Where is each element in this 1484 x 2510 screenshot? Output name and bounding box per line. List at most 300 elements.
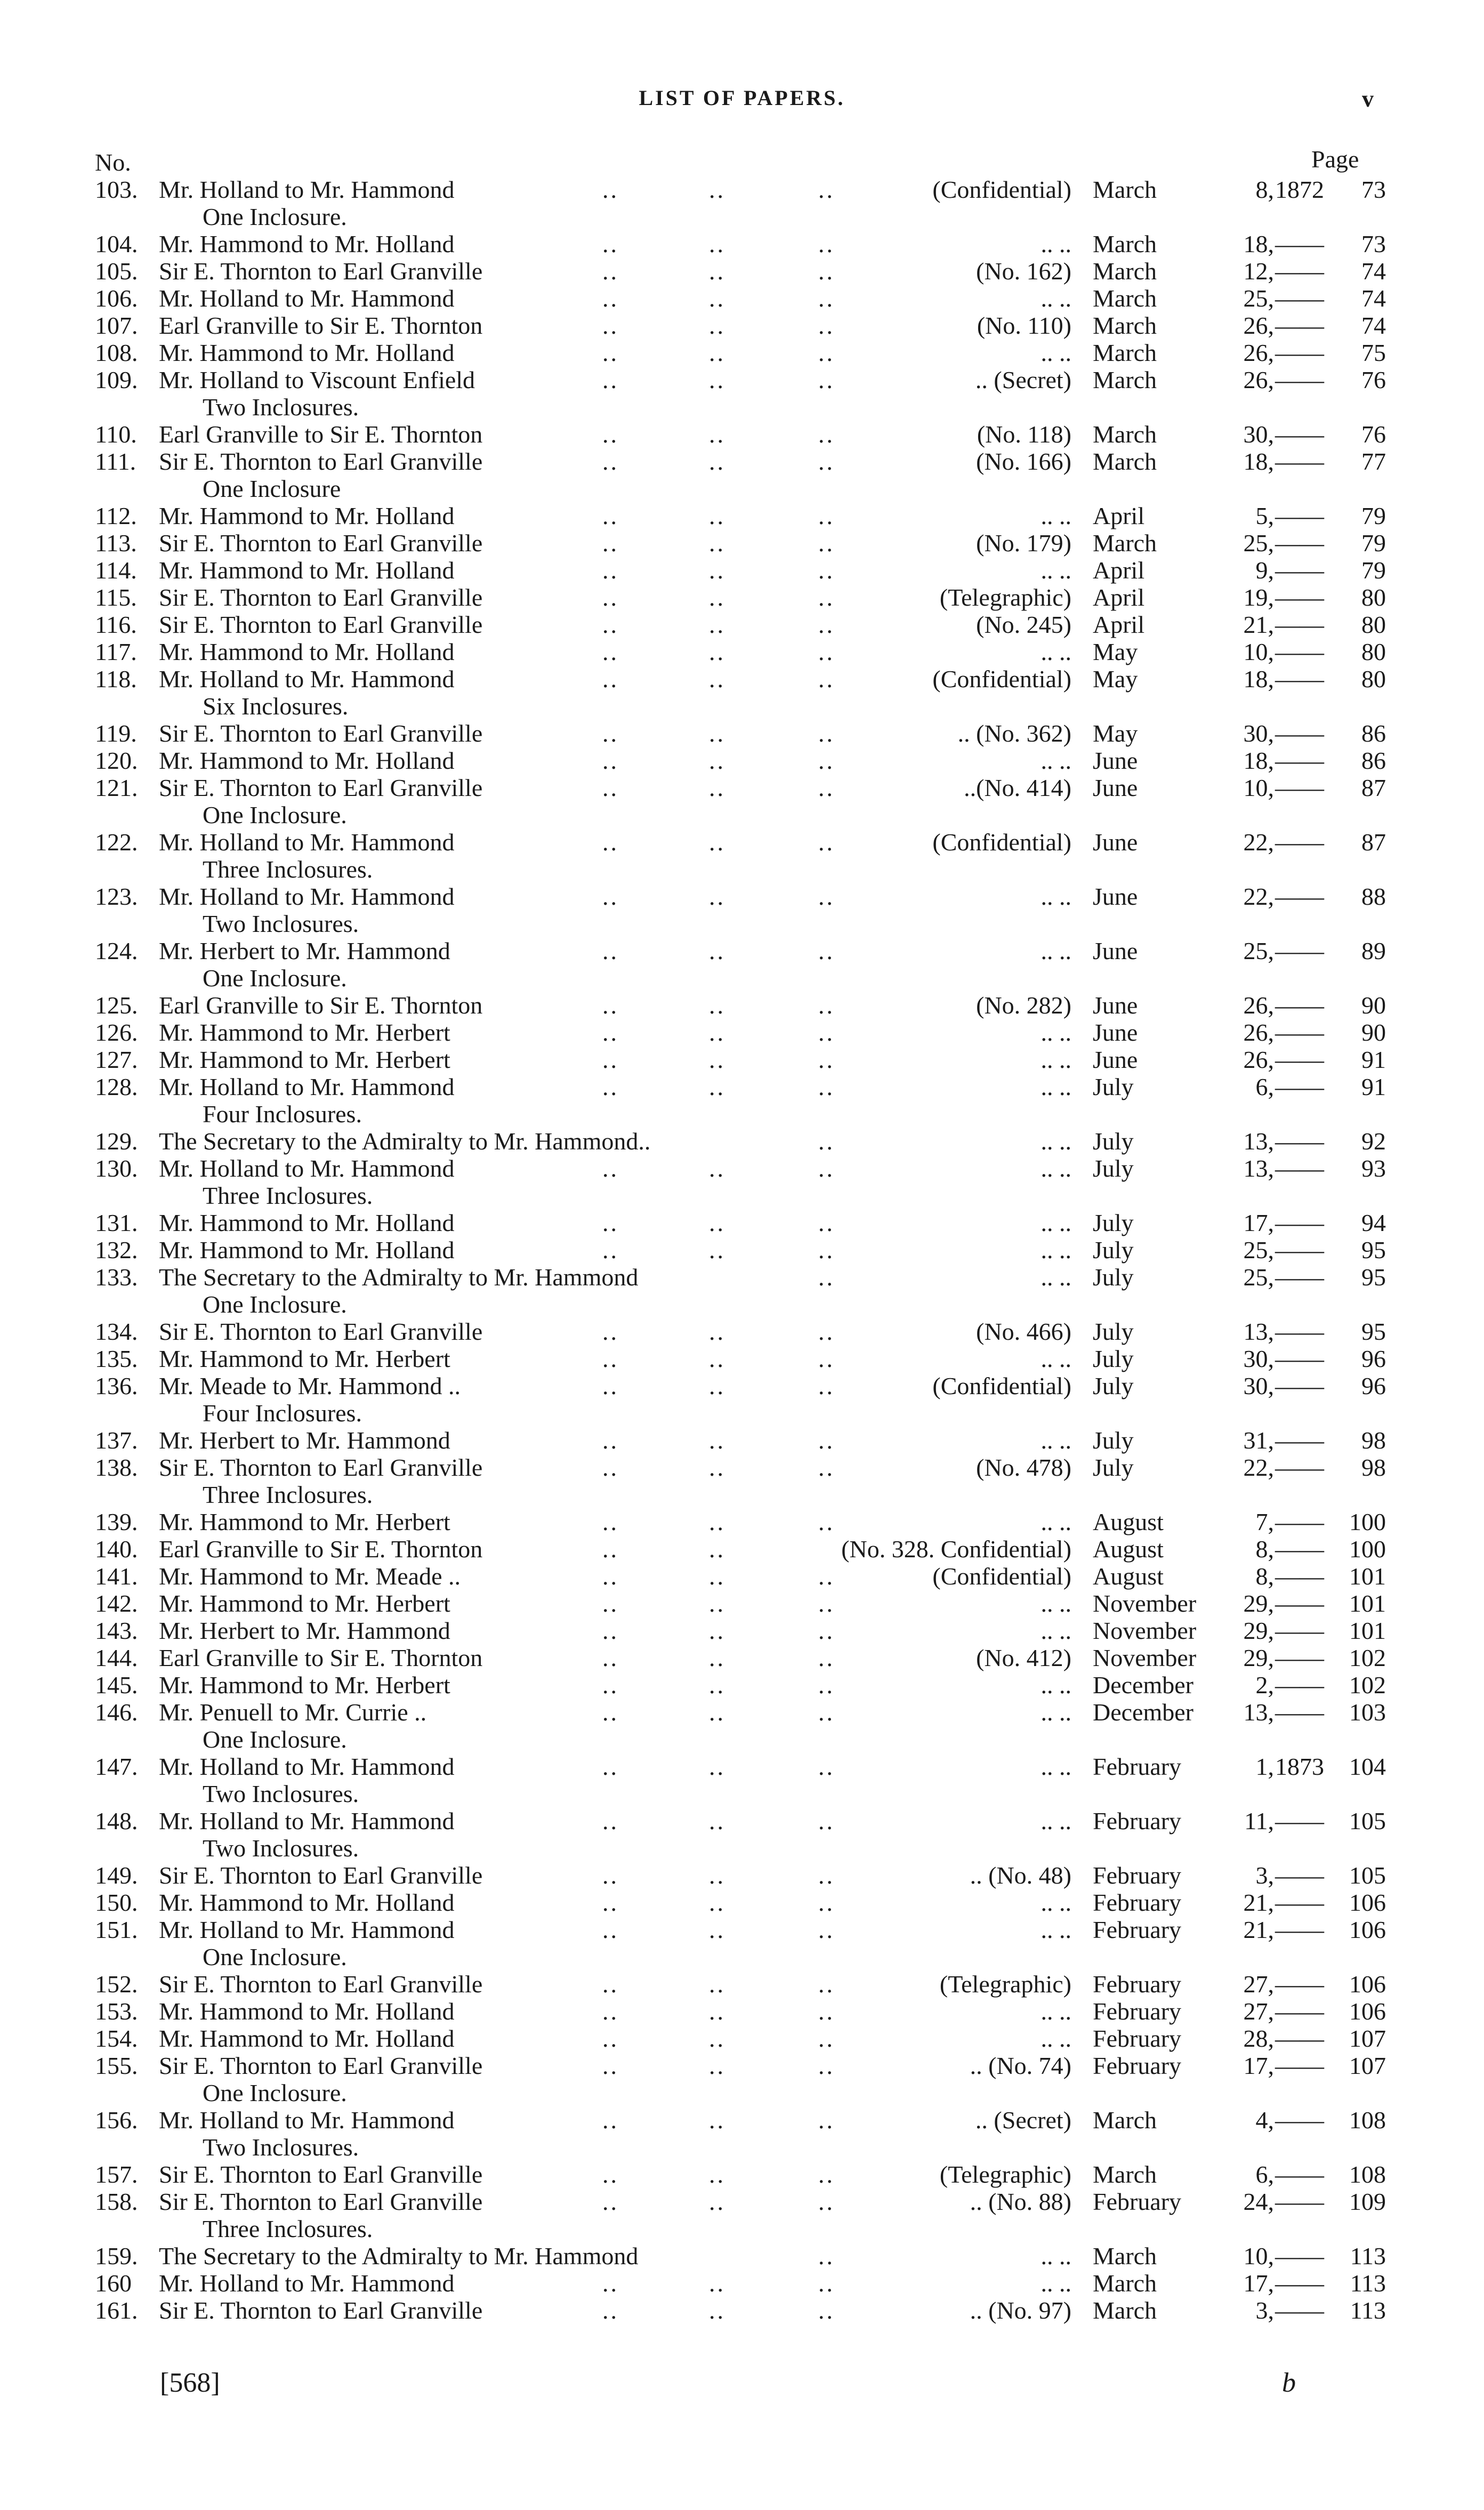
list-item [0, 883, 1484, 910]
leader-dots: .. [818, 258, 835, 285]
entry-number: 108. [95, 339, 138, 366]
entry-year: —— [1275, 1264, 1324, 1291]
leader-dots: .. [602, 1318, 619, 1345]
entry-number: 142. [95, 1590, 138, 1617]
inclosure-note: Two Inclosures. [203, 2134, 359, 2161]
entry-number: 128. [95, 1073, 138, 1100]
entry-description: The Secretary to the Admiralty to Mr. Hammond [159, 1264, 639, 1291]
leader-dots: .. [709, 1617, 725, 1644]
entry-month: November [1093, 1590, 1197, 1617]
leader-dots: .. [818, 1916, 835, 1943]
entry-year: —— [1275, 1807, 1324, 1835]
entry-number: 148. [95, 1807, 138, 1835]
leader-dots: .. [602, 1699, 619, 1726]
inclosure-note: Three Inclosures. [203, 1182, 373, 1209]
entry-year: —— [1275, 285, 1324, 312]
inclosure-note: Three Inclosures. [203, 856, 373, 883]
entry-number: 151. [95, 1916, 138, 1943]
leader-dots: .. [602, 1372, 619, 1399]
entry-year: —— [1275, 1970, 1324, 1998]
entry-note: (No. 110) [977, 312, 1071, 339]
leader-dots: .. [818, 2188, 835, 2215]
entry-year: —— [1275, 747, 1324, 774]
leader-dots: .. [818, 2106, 835, 2134]
leader-dots: .. [818, 611, 835, 638]
leader-dots: .. [709, 1671, 725, 1699]
list-item [0, 2052, 1484, 2079]
entry-page: 73 [1361, 230, 1386, 258]
list-item [0, 2297, 1484, 2324]
entry-day: 18, [1243, 665, 1274, 693]
leader-dots: .. [818, 1508, 835, 1535]
entry-year: —— [1275, 230, 1324, 258]
entry-year: —— [1275, 774, 1324, 801]
entry-description: Sir E. Thornton to Earl Granville [159, 584, 483, 611]
entry-month: February [1093, 1862, 1182, 1889]
leader-dots: .. [602, 774, 619, 801]
entry-page: 106 [1349, 1916, 1386, 1943]
leader-dots: .. [602, 312, 619, 339]
entry-note: (No. 179) [976, 529, 1071, 557]
entry-description: Mr. Penuell to Mr. Currie .. [159, 1699, 427, 1726]
entry-year: —— [1275, 1508, 1324, 1535]
entry-description: Mr. Hammond to Mr. Herbert [159, 1590, 450, 1617]
entry-description: Mr. Hammond to Mr. Holland [159, 1236, 455, 1264]
entry-page: 87 [1361, 774, 1386, 801]
list-item [0, 1155, 1484, 1182]
list-item [0, 258, 1484, 285]
entry-month: June [1093, 774, 1138, 801]
entry-day: 25, [1243, 529, 1274, 557]
leader-dots: .. [818, 230, 835, 258]
entry-note: .. .. [1041, 1590, 1071, 1617]
entry-note: .. .. [1041, 1998, 1071, 2025]
entry-page: 106 [1349, 1970, 1386, 1998]
entry-number: 150. [95, 1889, 138, 1916]
leader-dots: .. [709, 1046, 725, 1073]
entry-month: March [1093, 448, 1157, 475]
entry-year: —— [1275, 1889, 1324, 1916]
entry-year: —— [1275, 448, 1324, 475]
leader-dots: .. [709, 828, 725, 856]
entry-day: 13, [1243, 1155, 1274, 1182]
leader-dots: .. [818, 883, 835, 910]
entry-description: Mr. Holland to Mr. Hammond [159, 1807, 455, 1835]
list-item [0, 557, 1484, 584]
entry-description: Mr. Hammond to Mr. Holland [159, 557, 455, 584]
leader-dots: .. [709, 2025, 725, 2052]
entry-note: (No. 478) [976, 1454, 1071, 1481]
leader-dots: .. [818, 1236, 835, 1264]
entry-number: 153. [95, 1998, 138, 2025]
entry-note: .. (Secret) [975, 2106, 1071, 2134]
entry-note: .. .. [1041, 230, 1071, 258]
entry-year: —— [1275, 1563, 1324, 1590]
entry-month: March [1093, 2161, 1157, 2188]
entry-day: 29, [1243, 1644, 1274, 1671]
leader-dots: .. [709, 665, 725, 693]
entry-month: July [1093, 1073, 1134, 1100]
entry-note: (Confidential) [932, 176, 1071, 203]
leader-dots: .. [709, 2161, 725, 2188]
entry-description: Sir E. Thornton to Earl Granville [159, 1318, 483, 1345]
leader-dots: .. [602, 2052, 619, 2079]
list-item-inclosure [0, 475, 1484, 502]
leader-dots: .. [709, 176, 725, 203]
entry-day: 10, [1243, 774, 1274, 801]
leader-dots: .. [818, 2052, 835, 2079]
entry-note: .. .. [1041, 1807, 1071, 1835]
entry-page: 100 [1349, 1508, 1386, 1535]
entry-note: .. .. [1041, 1671, 1071, 1699]
entry-year: —— [1275, 1998, 1324, 2025]
entry-number: 146. [95, 1699, 138, 1726]
list-item [0, 1671, 1484, 1699]
entry-month: July [1093, 1318, 1134, 1345]
entry-month: July [1093, 1155, 1134, 1182]
entry-description: Mr. Holland to Mr. Hammond [159, 2106, 455, 2134]
list-item [0, 2242, 1484, 2270]
leader-dots: .. [818, 1862, 835, 1889]
leader-dots: .. [709, 1916, 725, 1943]
entry-description: Mr. Hammond to Mr. Herbert [159, 1508, 450, 1535]
entry-page: 106 [1349, 1889, 1386, 1916]
inclosure-note: One Inclosure [203, 475, 341, 502]
entry-note: .. .. [1041, 2242, 1071, 2270]
leader-dots: .. [602, 720, 619, 747]
leader-dots: .. [818, 312, 835, 339]
column-header-no: No. [95, 149, 131, 176]
entry-description: Mr. Holland to Mr. Hammond [159, 2270, 455, 2297]
leader-dots: .. [602, 502, 619, 529]
entry-description: Mr. Holland to Mr. Hammond [159, 828, 455, 856]
list-item [0, 1862, 1484, 1889]
entry-note: .. .. [1041, 1019, 1071, 1046]
leader-dots: .. [602, 1617, 619, 1644]
entry-page: 100 [1349, 1535, 1386, 1563]
leader-dots: .. [602, 1753, 619, 1780]
entry-number: 161. [95, 2297, 138, 2324]
list-item-inclosure [0, 910, 1484, 937]
inclosure-note: Two Inclosures. [203, 393, 359, 421]
list-item-inclosure [0, 1835, 1484, 1862]
entry-number: 118. [95, 665, 137, 693]
entry-day: 2, [1255, 1671, 1274, 1699]
entry-year: —— [1275, 1671, 1324, 1699]
leader-dots: .. [709, 1508, 725, 1535]
inclosure-note: Three Inclosures. [203, 2215, 373, 2242]
entry-year: —— [1275, 2025, 1324, 2052]
leader-dots: .. [602, 1889, 619, 1916]
entry-month: July [1093, 1264, 1134, 1291]
entry-description: Mr. Holland to Mr. Hammond [159, 1073, 455, 1100]
entry-day: 21, [1243, 1889, 1274, 1916]
leader-dots: .. [602, 1998, 619, 2025]
entry-number: 133. [95, 1264, 138, 1291]
entry-description: Mr. Holland to Mr. Hammond [159, 883, 455, 910]
entry-month: March [1093, 421, 1157, 448]
leader-dots: .. [709, 2188, 725, 2215]
leader-dots: .. [602, 1508, 619, 1535]
leader-dots: .. [818, 1209, 835, 1236]
list-item-inclosure [0, 801, 1484, 828]
entry-month: February [1093, 2052, 1182, 2079]
entry-page: 94 [1361, 1209, 1386, 1236]
entry-number: 155. [95, 2052, 138, 2079]
entry-page: 113 [1350, 2270, 1386, 2297]
entry-note: .. .. [1041, 883, 1071, 910]
inclosure-note: One Inclosure. [203, 801, 347, 828]
entry-page: 95 [1361, 1236, 1386, 1264]
leader-dots: .. [709, 339, 725, 366]
entry-number: 112. [95, 502, 137, 529]
entry-year: —— [1275, 720, 1324, 747]
leader-dots: .. [602, 557, 619, 584]
leader-dots: .. [602, 448, 619, 475]
entry-number: 117. [95, 638, 137, 665]
entry-year: —— [1275, 1318, 1324, 1345]
entry-day: 26, [1243, 339, 1274, 366]
entry-month: August [1093, 1535, 1164, 1563]
leader-dots: .. [818, 665, 835, 693]
entry-description: Sir E. Thornton to Earl Granville [159, 529, 483, 557]
entry-month: March [1093, 2242, 1157, 2270]
entry-year: —— [1275, 1128, 1324, 1155]
entry-page: 106 [1349, 1998, 1386, 2025]
list-item [0, 828, 1484, 856]
list-item [0, 1889, 1484, 1916]
leader-dots: .. [709, 1699, 725, 1726]
entry-description: Mr. Hammond to Mr. Holland [159, 1889, 455, 1916]
entry-month: June [1093, 1046, 1138, 1073]
inclosure-note: Four Inclosures. [203, 1399, 362, 1427]
leader-dots: .. [818, 2270, 835, 2297]
entry-page: 113 [1350, 2297, 1386, 2324]
entry-note: .. .. [1041, 339, 1071, 366]
entry-number: 115. [95, 584, 137, 611]
leader-dots: .. [709, 1345, 725, 1372]
leader-dots: .. [818, 502, 835, 529]
leader-dots: .. [602, 747, 619, 774]
entry-month: April [1093, 502, 1145, 529]
papers-list [0, 176, 1484, 2324]
entry-note: ..(No. 414) [964, 774, 1071, 801]
entry-month: November [1093, 1617, 1197, 1644]
entry-number: 149. [95, 1862, 138, 1889]
entry-page: 76 [1361, 366, 1386, 393]
entry-number: 159. [95, 2242, 138, 2270]
list-item [0, 1535, 1484, 1563]
entry-page: 108 [1349, 2106, 1386, 2134]
list-item [0, 1345, 1484, 1372]
entry-year: —— [1275, 2161, 1324, 2188]
list-item [0, 285, 1484, 312]
entry-month: March [1093, 366, 1157, 393]
entry-year: —— [1275, 937, 1324, 964]
leader-dots: .. [602, 366, 619, 393]
leader-dots: .. [602, 992, 619, 1019]
entry-page: 98 [1361, 1427, 1386, 1454]
entry-note: .. .. [1041, 1889, 1071, 1916]
leader-dots: .. [709, 502, 725, 529]
entry-description: Earl Granville to Sir E. Thornton [159, 421, 483, 448]
leader-dots: .. [709, 285, 725, 312]
leader-dots: .. [709, 747, 725, 774]
entry-description: Earl Granville to Sir E. Thornton [159, 312, 483, 339]
entry-day: 13, [1243, 1128, 1274, 1155]
leader-dots: .. [602, 2270, 619, 2297]
leader-dots: .. [602, 230, 619, 258]
entry-day: 29, [1243, 1617, 1274, 1644]
entry-year: —— [1275, 1073, 1324, 1100]
entry-year: —— [1275, 1209, 1324, 1236]
list-item-inclosure [0, 1182, 1484, 1209]
leader-dots: .. [602, 339, 619, 366]
entry-day: 26, [1243, 1019, 1274, 1046]
leader-dots: .. [709, 448, 725, 475]
leader-dots: .. [709, 1236, 725, 1264]
leader-dots: .. [818, 1699, 835, 1726]
entry-year: —— [1275, 1644, 1324, 1671]
entry-page: 104 [1349, 1753, 1386, 1780]
leader-dots: .. [709, 312, 725, 339]
entry-year: —— [1275, 312, 1324, 339]
entry-month: February [1093, 1889, 1182, 1916]
list-item [0, 421, 1484, 448]
entry-note: .. (No. 97) [970, 2297, 1071, 2324]
entry-year: —— [1275, 1535, 1324, 1563]
entry-month: April [1093, 611, 1145, 638]
entry-month: February [1093, 1998, 1182, 2025]
entry-description: Earl Granville to Sir E. Thornton [159, 1644, 483, 1671]
entry-day: 9, [1255, 557, 1274, 584]
leader-dots: .. [709, 638, 725, 665]
entry-year: —— [1275, 611, 1324, 638]
entry-page: 105 [1349, 1862, 1386, 1889]
entry-year: —— [1275, 1019, 1324, 1046]
inclosure-note: Two Inclosures. [203, 910, 359, 937]
entry-description: Mr. Meade to Mr. Hammond .. [159, 1372, 461, 1399]
leader-dots: .. [709, 421, 725, 448]
entry-month: November [1093, 1644, 1197, 1671]
entry-month: March [1093, 176, 1157, 203]
entry-year: —— [1275, 1155, 1324, 1182]
entry-day: 6, [1255, 2161, 1274, 2188]
list-item [0, 1236, 1484, 1264]
entry-day: 31, [1243, 1427, 1274, 1454]
entry-note: .. .. [1041, 1236, 1071, 1264]
leader-dots: .. [602, 828, 619, 856]
list-item [0, 1264, 1484, 1291]
entry-year: —— [1275, 1862, 1324, 1889]
entry-description: Mr. Holland to Mr. Hammond [159, 176, 455, 203]
inclosure-note: One Inclosure. [203, 2079, 347, 2106]
list-item-inclosure [0, 2079, 1484, 2106]
list-item [0, 1998, 1484, 2025]
leader-dots: .. [709, 1563, 725, 1590]
entry-number: 140. [95, 1535, 138, 1563]
leader-dots: .. [709, 1590, 725, 1617]
entry-note: (No. 162) [976, 258, 1071, 285]
entry-year: —— [1275, 2297, 1324, 2324]
entry-description: Sir E. Thornton to Earl Granville [159, 774, 483, 801]
leader-dots: .. [709, 1535, 725, 1563]
list-item-inclosure [0, 1726, 1484, 1753]
entry-number: 126. [95, 1019, 138, 1046]
entry-number: 144. [95, 1644, 138, 1671]
leader-dots: .. [602, 1862, 619, 1889]
entry-note: .. .. [1041, 937, 1071, 964]
entry-month: March [1093, 312, 1157, 339]
entry-year: —— [1275, 1590, 1324, 1617]
entry-note: .. .. [1041, 1046, 1071, 1073]
entry-month: May [1093, 720, 1138, 747]
leader-dots: .. [818, 937, 835, 964]
entry-note: .. .. [1041, 2270, 1071, 2297]
leader-dots: .. [602, 584, 619, 611]
entry-description: The Secretary to the Admiralty to Mr. Hammond [159, 2242, 639, 2270]
entry-year: —— [1275, 584, 1324, 611]
entry-month: February [1093, 1916, 1182, 1943]
leader-dots: .. [709, 611, 725, 638]
entry-year: —— [1275, 557, 1324, 584]
page-title: LIST OF PAPERS. [639, 86, 845, 110]
entry-note: (Telegraphic) [939, 1970, 1071, 1998]
entry-description: Mr. Hammond to Mr. Herbert [159, 1046, 450, 1073]
leader-dots: .. [818, 176, 835, 203]
entry-note: .. .. [1041, 1209, 1071, 1236]
leader-dots: .. [818, 1807, 835, 1835]
leader-dots: .. [818, 638, 835, 665]
entry-month: June [1093, 1019, 1138, 1046]
list-item-inclosure [0, 1481, 1484, 1508]
entry-number: 136. [95, 1372, 138, 1399]
entry-page: 74 [1361, 285, 1386, 312]
entry-description: Mr. Hammond to Mr. Holland [159, 1209, 455, 1236]
entry-note: (No. 282) [976, 992, 1071, 1019]
leader-dots: .. [602, 937, 619, 964]
leader-dots: .. [709, 1998, 725, 2025]
leader-dots: .. [602, 1644, 619, 1671]
entry-note: (Confidential) [932, 665, 1071, 693]
entry-description: Sir E. Thornton to Earl Granville [159, 720, 483, 747]
entry-month: July [1093, 1128, 1134, 1155]
entry-page: 113 [1350, 2242, 1386, 2270]
entry-year: 1872 [1275, 176, 1324, 203]
entry-month: December [1093, 1699, 1193, 1726]
leader-dots: .. [602, 1345, 619, 1372]
entry-page: 74 [1361, 258, 1386, 285]
entry-page: 109 [1349, 2188, 1386, 2215]
entry-year: 1873 [1275, 1753, 1324, 1780]
list-item [0, 1508, 1484, 1535]
entry-number: 119. [95, 720, 137, 747]
entry-month: March [1093, 339, 1157, 366]
entry-description: Mr. Hammond to Mr. Meade .. [159, 1563, 461, 1590]
entry-month: July [1093, 1345, 1134, 1372]
leader-dots: .. [602, 2161, 619, 2188]
leader-dots: .. [709, 937, 725, 964]
list-item [0, 2161, 1484, 2188]
entry-note: .. (No. 74) [970, 2052, 1071, 2079]
list-item [0, 2106, 1484, 2134]
entry-number: 116. [95, 611, 137, 638]
entry-page: 107 [1349, 2052, 1386, 2079]
leader-dots: .. [709, 1019, 725, 1046]
entry-day: 18, [1243, 448, 1274, 475]
entry-number: 143. [95, 1617, 138, 1644]
entry-note: .. .. [1041, 285, 1071, 312]
